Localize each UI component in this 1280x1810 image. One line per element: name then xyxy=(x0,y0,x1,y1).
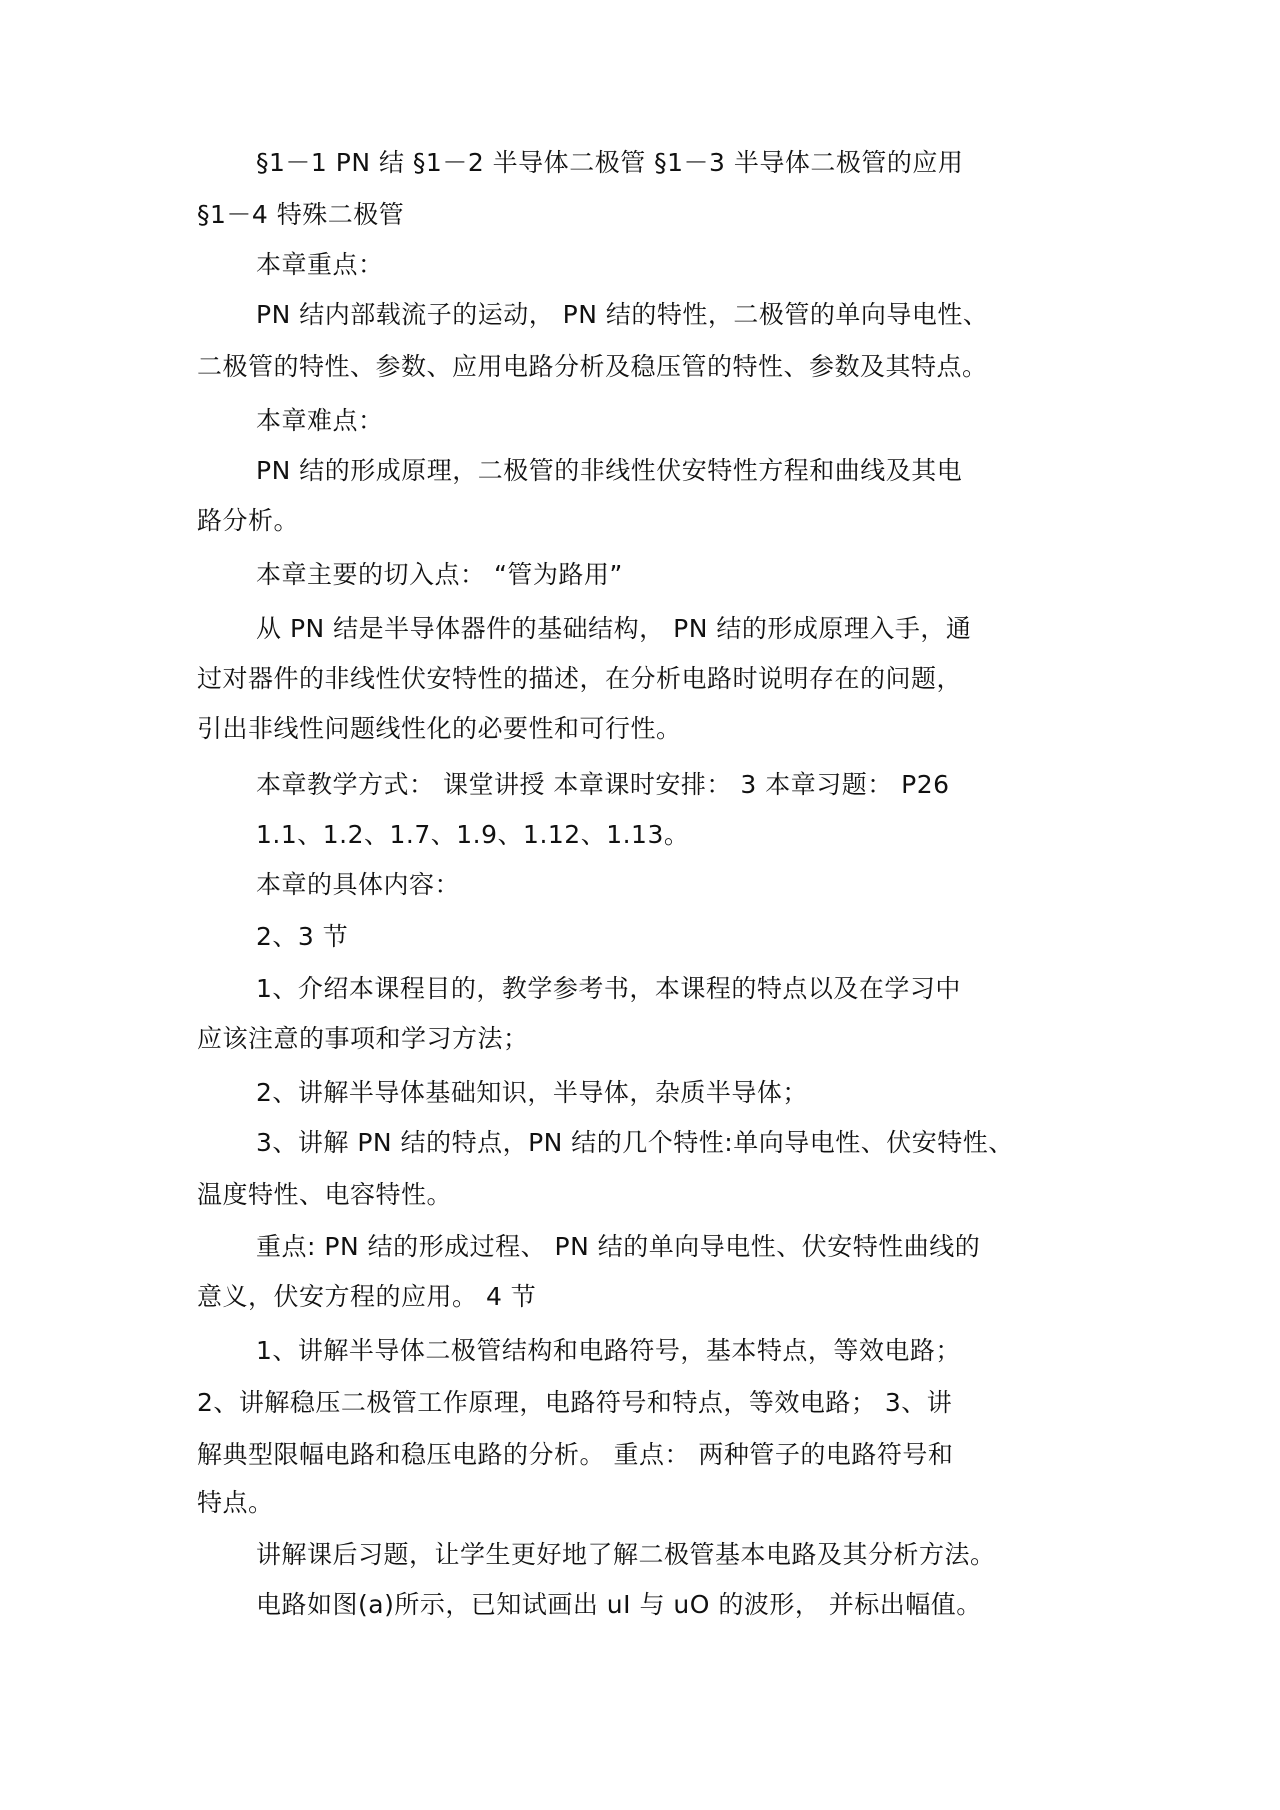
text-line: 1、讲解半导体二极管结构和电路符号，基本特点，等效电路； xyxy=(256,1336,961,1365)
text-line: §1－1 PN 结 §1－2 半导体二极管 §1－3 半导体二极管的应用 xyxy=(256,148,964,177)
text-line: 本章难点： xyxy=(256,406,384,435)
text-line: 重点: PN 结的形成过程、 PN 结的单向导电性、伏安特性曲线的 xyxy=(256,1232,981,1261)
text-line: 讲解课后习题，让学生更好地了解二极管基本电路及其分析方法。 xyxy=(256,1540,996,1569)
text-line: 引出非线性问题线性化的必要性和可行性。 xyxy=(197,714,682,743)
text-line: PN 结的形成原理，二极管的非线性伏安特性方程和曲线及其电 xyxy=(256,456,963,485)
text-line: 路分析。 xyxy=(197,506,300,535)
text-line: 本章主要的切入点： “管为路用” xyxy=(256,560,623,589)
text-line: PN 结内部载流子的运动， PN 结的特性，二极管的单向导电性、 xyxy=(256,300,989,329)
text-line: 应该注意的事项和学习方法； xyxy=(197,1024,529,1053)
text-line: 1、介绍本课程目的，教学参考书，本课程的特点以及在学习中 xyxy=(256,974,961,1003)
text-line: 2、讲解稳压二极管工作原理，电路符号和特点，等效电路； 3、讲 xyxy=(197,1388,953,1417)
text-line: 从 PN 结是半导体器件的基础结构， PN 结的形成原理入手，通 xyxy=(256,614,972,643)
text-line: 过对器件的非线性伏安特性的描述，在分析电路时说明存在的问题， xyxy=(197,664,963,693)
text-line: 温度特性、电容特性。 xyxy=(197,1180,453,1209)
text-line: 电路如图(a)所示，已知试画出 uI 与 uO 的波形， 并标出幅值。 xyxy=(256,1590,982,1619)
text-line: 意义，伏安方程的应用。 4 节 xyxy=(197,1282,537,1311)
text-line: 3、讲解 PN 结的特点，PN 结的几个特性:单向导电性、伏安特性、 xyxy=(256,1128,1014,1157)
text-line: 特点。 xyxy=(197,1488,274,1517)
text-line: 本章重点： xyxy=(256,250,384,279)
text-line: §1－4 特殊二极管 xyxy=(197,200,405,229)
text-line: 2、讲解半导体基础知识，半导体，杂质半导体； xyxy=(256,1078,808,1107)
text-line: 二极管的特性、参数、应用电路分析及稳压管的特性、参数及其特点。 xyxy=(197,352,988,381)
text-line: 本章教学方式： 课堂讲授 本章课时安排： 3 本章习题： P26 xyxy=(256,770,950,799)
text-line: 2、3 节 xyxy=(256,922,349,951)
text-line: 本章的具体内容： xyxy=(256,870,461,899)
text-line: 解典型限幅电路和稳压电路的分析。 重点： 两种管子的电路符号和 xyxy=(197,1440,954,1469)
text-line: 1.1、1.2、1.7、1.9、1.12、1.13。 xyxy=(256,820,690,849)
